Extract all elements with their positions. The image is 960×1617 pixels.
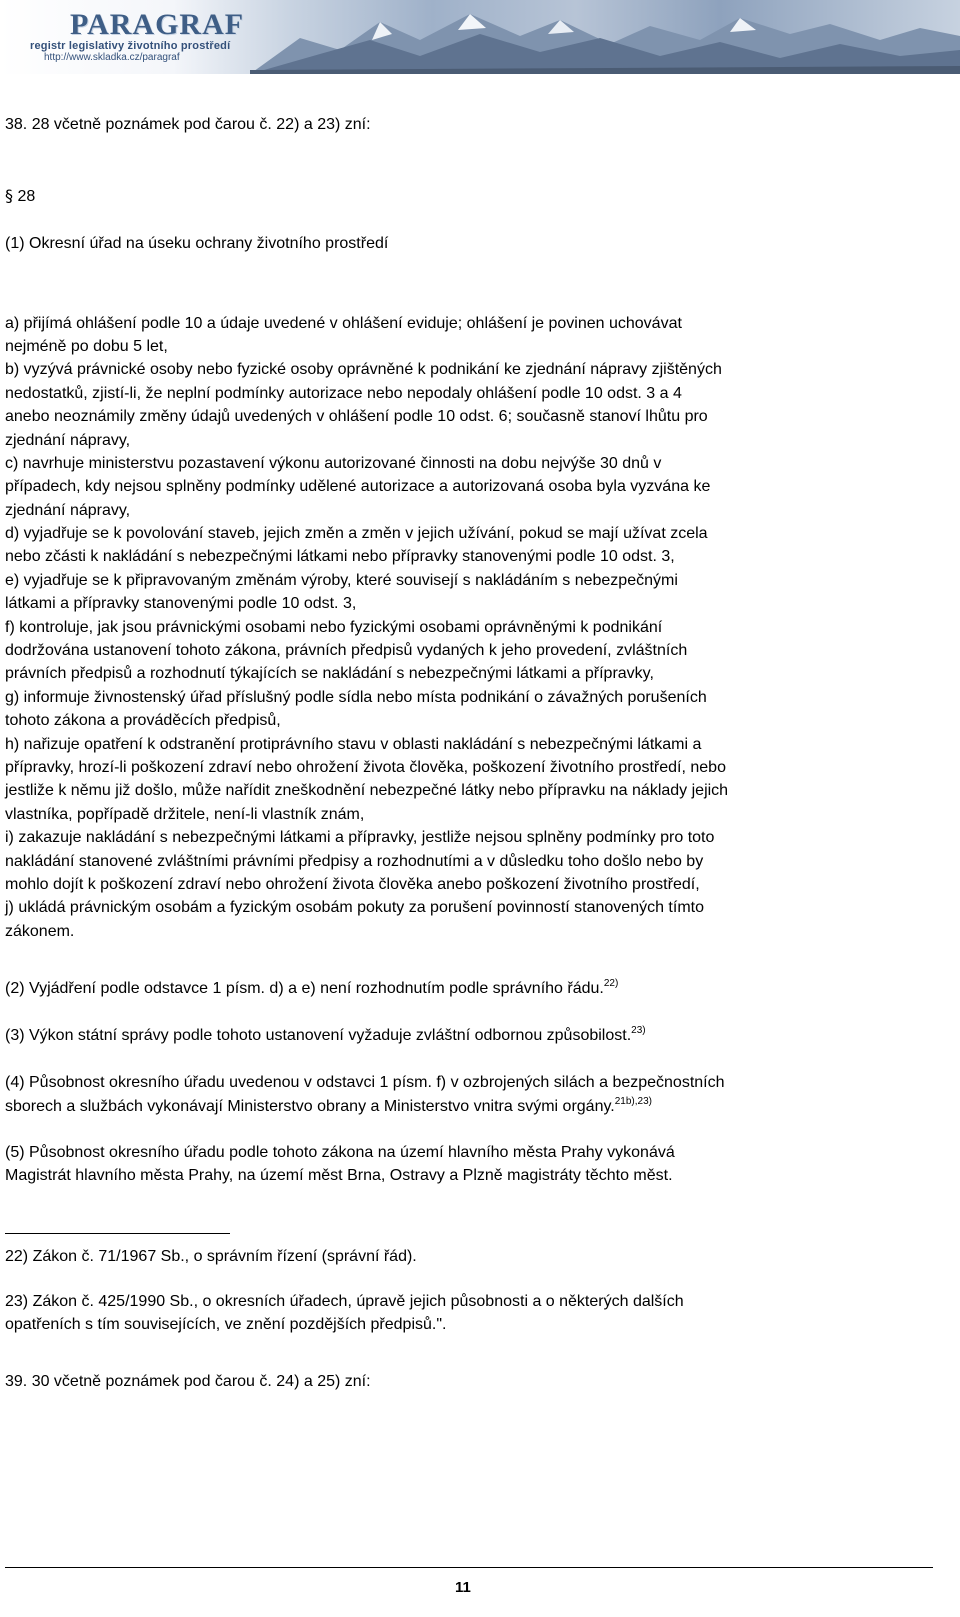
paragraph-3: [5, 1024, 646, 1047]
footnote-ref[interactable]: 22): [603, 978, 619, 989]
text-line: anebo neoznámily změny údajů uvedených v ohlášení podle 10 odst. 6; současně stanoví lhůtu pro: [5, 408, 708, 425]
text-line: jestliže k němu již došlo, může nařídit zneškodnění nebezpečné látky nebo přípravku na náklady jejich: [5, 782, 729, 799]
text-line: případech, kdy nejsou splněny podmínky udělené autorizace a autorizovaná osoba byla vyzvána ke: [5, 478, 711, 495]
text-line: zjednání nápravy,: [5, 432, 131, 449]
text-line: zjednání nápravy,: [5, 502, 131, 519]
paragraph-4-line-1: (4) Působnost okresního úřadu uvedenou v odstavci 1 písm. f) v ozbrojených silách a bezpečnostních: [5, 1074, 725, 1091]
text-line: h) nařizuje opatření k odstranění protiprávního stavu v oblasti nakládání s nebezpečnými látkami a: [5, 736, 702, 753]
text-line: látkami a přípravky stanovenými podle 10 odst. 3,: [5, 595, 357, 612]
section-number: 28: [17, 188, 36, 205]
text-line: zákonem.: [5, 923, 75, 940]
item-38-intro: 38. 28 včetně poznámek pod čarou č. 22) a 23) zní:: [5, 116, 371, 133]
text-line: g) informuje živnostenský úřad příslušný podle sídla nebo místa podnikání o závažných porušeních: [5, 689, 707, 706]
paragraph-4-text: sborech a službách vykonávají Ministerstvo obrany a Ministerstvo vnitra svými orgány.: [5, 1098, 615, 1115]
text-line: přípravky, hrozí-li poškození zdraví nebo ohrožení života člověka, poškození životního prostředí, nebo: [5, 759, 726, 776]
paragraph-5-line-1: (5) Působnost okresního úřadu podle tohoto zákona na území hlavního města Prahy vykonává: [5, 1144, 675, 1161]
text-line: f) kontroluje, jak jsou právnickými osobami nebo fyzickými osobami oprávněnými k podnikání: [5, 619, 663, 636]
footnote-22: 22) Zákon č. 71/1967 Sb., o správním řízení (správní řád).: [5, 1248, 417, 1265]
paragraph-2-text: (2) Vyjádření podle odstavce 1 písm. d) a e) není rozhodnutím podle správního řádu.: [5, 980, 604, 997]
footnote-ref[interactable]: 23): [631, 1025, 646, 1036]
section-heading: [5, 184, 35, 208]
paragraph-4-line-2: [5, 1095, 652, 1118]
header-banner: [0, 0, 960, 74]
text-line: c) navrhuje ministerstvu pozastavení výkonu autorizované činnosti na dobu nejvýše 30 dnů v: [5, 455, 662, 472]
text-line: i) zakazuje nakládání s nebezpečnými látkami a přípravky, jestliže nejsou splněny podmínky pro toto: [5, 829, 715, 846]
text-line: nebo zčásti k nakládání s nebezpečnými látkami nebo přípravky stanovenými podle 10 odst. 3,: [5, 548, 675, 565]
text-line: b) vyzývá právnické osoby nebo fyzické osoby oprávněné k podnikání ke zjednání nápravy zjištěných: [5, 361, 722, 378]
logo-subtitle: registr legislativy životního prostředí: [30, 40, 231, 52]
paragraph-5-line-2: Magistrát hlavního města Prahy, na území měst Brna, Ostravy a Plzně magistráty těchto měst.: [5, 1167, 673, 1184]
text-line: e) vyjadřuje se k připravovaným změnám výroby, které souvisejí s nakládáním s nebezpečnými: [5, 572, 678, 589]
paragraph-3-text: (3) Výkon státní správy podle tohoto ustanovení vyžaduje zvláštní odbornou způsobilost.: [5, 1027, 632, 1044]
text-line: a) přijímá ohlášení podle 10 a údaje uvedené v ohlášení eviduje; ohlášení je povinen uchovávat: [5, 315, 682, 332]
footnote-ref[interactable]: 21b),23): [614, 1096, 652, 1107]
paragraf-logo: PARAGRAF: [70, 8, 245, 41]
text-line: právních předpisů a rozhodnutí týkajících se nakládání s nebezpečnými látkami a přípravky,: [5, 665, 654, 682]
text-line: d) vyjadřuje se k povolování staveb, jejich změn a změn v jejich užívání, pokud se mají užívat zcela: [5, 525, 708, 542]
paragraph-2: [5, 977, 618, 1000]
text-line: tohoto zákona a prováděcích předpisů,: [5, 712, 281, 729]
text-line: nejméně po dobu 5 let,: [5, 338, 168, 355]
text-line: nedostatků, zjistí-li, že neplní podmínky autorizace nebo nepodaly ohlášení podle 10 odst. 3 a 4: [5, 385, 682, 402]
paragraph-1-lead: (1) Okresní úřad na úseku ochrany životního prostředí: [5, 235, 389, 252]
text-line: j) ukládá právnickým osobám a fyzickým osobám pokuty za porušení povinností stanovených tímto: [5, 899, 704, 916]
footnote-divider: [5, 1233, 230, 1234]
footer-divider: [5, 1567, 933, 1568]
logo-url: http://www.skladka.cz/paragraf: [44, 52, 180, 63]
footnote-23-line-2: opatřeních s tím souvisejících, ve znění pozdějších předpisů.".: [5, 1316, 447, 1333]
text-line: dodržována ustanovení tohoto zákona, právních předpisů vydaných k jeho provedení, zvláštních: [5, 642, 688, 659]
footnote-23-line-1: 23) Zákon č. 425/1990 Sb., o okresních úřadech, úpravě jejich působnosti a o některých dalších: [5, 1293, 684, 1310]
page-number: 11: [455, 1579, 471, 1596]
section-sign-icon: §: [5, 186, 13, 205]
item-39-intro: 39. 30 včetně poznámek pod čarou č. 24) a 25) zní:: [5, 1373, 371, 1390]
text-line: vlastníka, popřípadě držitele, není-li vlastník znám,: [5, 806, 365, 823]
text-line: nakládání stanovené zvláštními právními předpisy a rozhodnutími a v důsledku toho došlo nebo by: [5, 853, 704, 870]
text-line: mohlo dojít k poškození zdraví nebo ohrožení života člověka anebo poškození životního prostředí,: [5, 876, 700, 893]
